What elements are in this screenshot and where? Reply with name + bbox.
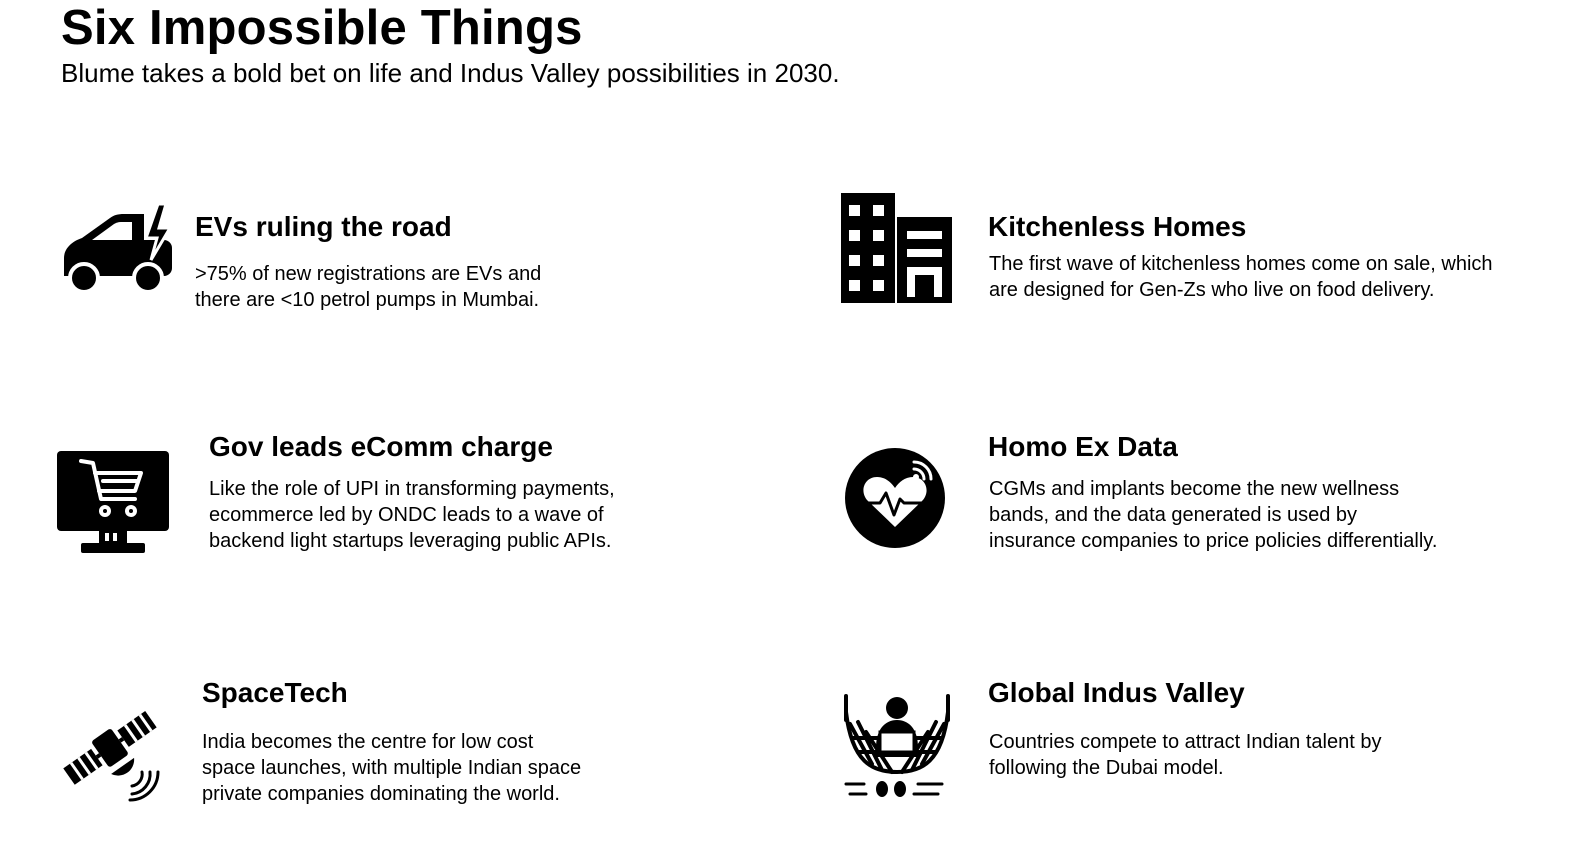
- monitor-cart-icon: [57, 451, 169, 555]
- description-line: backend light startups leveraging public APIs.: [209, 530, 612, 552]
- item-title: Gov leads eComm charge: [209, 431, 553, 462]
- description-line: space launches, with multiple Indian space: [202, 757, 582, 779]
- item-title: SpaceTech: [202, 677, 348, 708]
- item-title: Homo Ex Data: [988, 431, 1178, 462]
- item-description: [989, 729, 1381, 781]
- electric-car-icon: [58, 200, 174, 292]
- description-line: private companies dominating the world.: [202, 783, 560, 805]
- description-line: ecommerce led by ONDC leads to a wave of: [209, 504, 604, 526]
- description-line: Countries compete to attract Indian talent by: [989, 731, 1382, 753]
- remote-worker-hammock-icon: [842, 692, 952, 802]
- page-subtitle: Blume takes a bold bet on life and Indus Valley possibilities in 2030.: [61, 58, 840, 88]
- item-title: Kitchenless Homes: [988, 211, 1247, 242]
- description-line: >75% of new registrations are EVs and: [195, 263, 542, 285]
- description-line: insurance companies to price policies differentially.: [989, 530, 1438, 552]
- description-line: there are <10 petrol pumps in Mumbai.: [195, 289, 540, 311]
- item-title: Global Indus Valley: [988, 677, 1245, 708]
- description-line: Like the role of UPI in transforming payments,: [209, 478, 615, 500]
- item-description: [195, 261, 541, 313]
- item-description: [202, 729, 581, 807]
- item-description: [209, 476, 615, 554]
- page-title: Six Impossible Things: [61, 1, 583, 55]
- item-description: [989, 251, 1493, 303]
- item-title: EVs ruling the road: [195, 211, 452, 242]
- description-line: are designed for Gen-Zs who live on food delivery.: [989, 279, 1435, 301]
- description-line: India becomes the centre for low cost: [202, 731, 534, 753]
- description-line: The first wave of kitchenless homes come on sale, which: [989, 253, 1493, 275]
- description-line: following the Dubai model.: [989, 757, 1224, 779]
- item-description: [989, 476, 1437, 554]
- description-line: CGMs and implants become the new wellness: [989, 478, 1400, 500]
- satellite-icon: [58, 692, 168, 802]
- description-line: bands, and the data generated is used by: [989, 504, 1358, 526]
- wireless-heart-icon: [844, 447, 946, 549]
- building-icon: [841, 193, 953, 305]
